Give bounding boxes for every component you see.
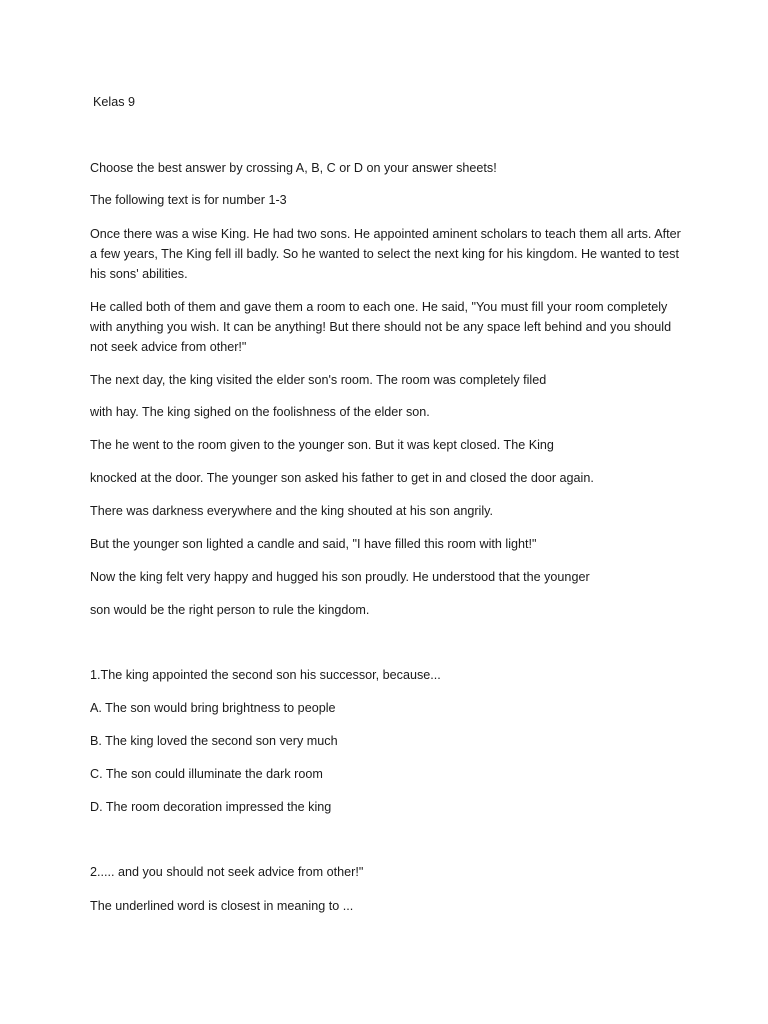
story-line: with hay. The king sighed on the foolishness of the elder son. — [90, 405, 430, 419]
instructions-text: Choose the best answer by crossing A, B, C or D on your answer sheets! — [90, 161, 497, 175]
story-line: The he went to the room given to the younger son. But it was kept closed. The King — [90, 438, 554, 452]
story-line: The next day, the king visited the elder son's room. The room was completely filed — [90, 373, 547, 387]
question-1-option-a: A. The son would bring brightness to people — [90, 701, 336, 715]
question-2-prompt: The underlined word is closest in meaning to ... — [90, 899, 354, 913]
story-paragraph-2: He called both of them and gave them a room to each one. He said, "You must fill your room completely with anything you wish. It can be anything! But there should not be any space left behind and you should not seek advice from other!" — [90, 300, 672, 354]
question-1-option-d: D. The room decoration impressed the king — [90, 800, 332, 814]
question-2-stem: 2..... and you should not seek advice from other!" — [90, 865, 364, 879]
story-paragraph-1: Once there was a wise King. He had two sons. He appointed aminent scholars to teach them all arts. After a few years, The King fell ill badly. So he wanted to select the next king for his kingdom. He wanted to test his sons' abilities. — [90, 227, 681, 281]
story-line: son would be the right person to rule the kingdom. — [90, 603, 370, 617]
text-range-note: The following text is for number 1-3 — [90, 193, 287, 207]
story-line: knocked at the door. The younger son asked his father to get in and closed the door again. — [90, 471, 594, 485]
question-1-option-b: B. The king loved the second son very much — [90, 734, 338, 748]
story-line: Now the king felt very happy and hugged his son proudly. He understood that the younger — [90, 570, 590, 584]
class-label: Kelas 9 — [93, 95, 136, 109]
question-1-option-c: C. The son could illuminate the dark room — [90, 767, 323, 781]
question-1-stem: 1.The king appointed the second son his successor, because... — [90, 668, 441, 682]
story-line: There was darkness everywhere and the king shouted at his son angrily. — [90, 504, 493, 518]
story-line: But the younger son lighted a candle and said, "I have filled this room with light!" — [90, 537, 537, 551]
